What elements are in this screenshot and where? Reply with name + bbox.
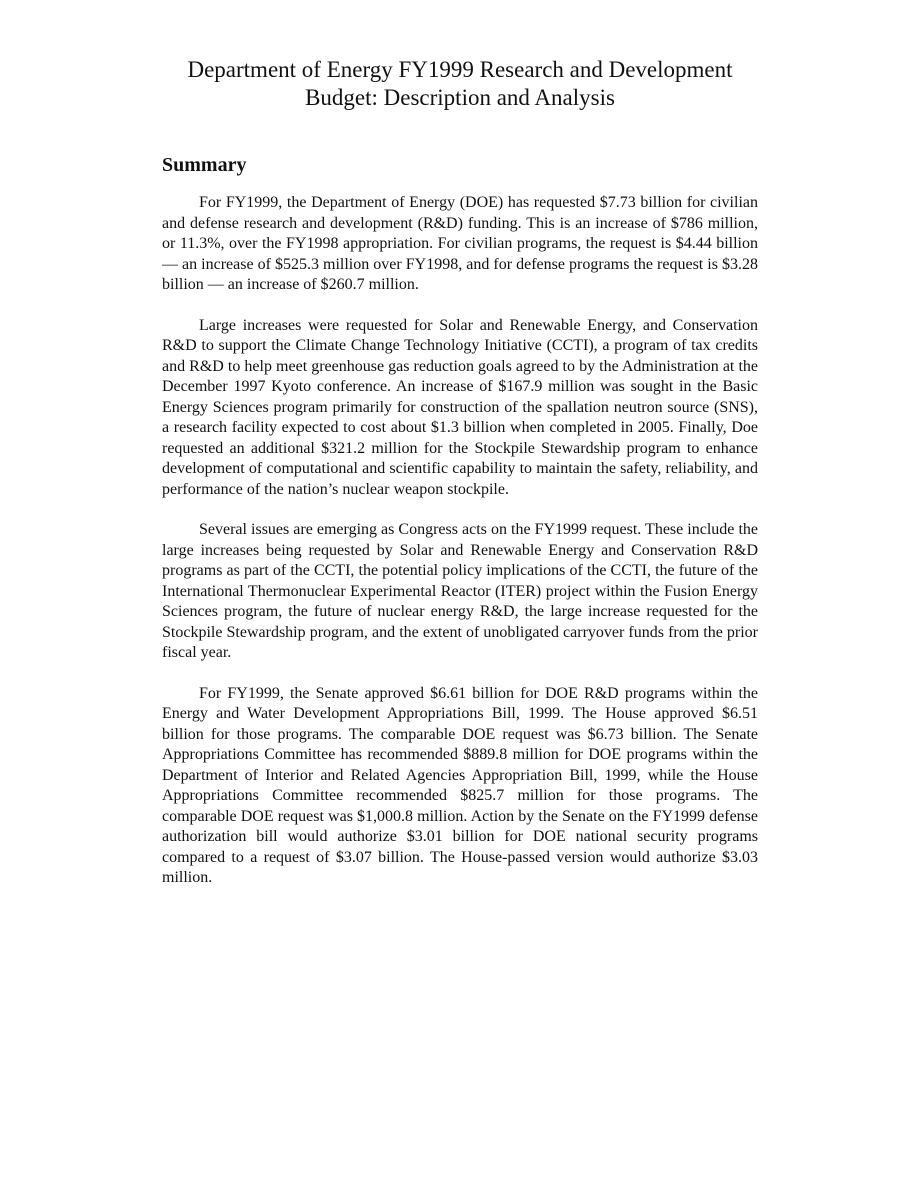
document-title-line-1: Department of Energy FY1999 Research and Development bbox=[187, 57, 733, 82]
summary-paragraph-1: For FY1999, the Department of Energy (DOE) has requested $7.73 billion for civilian and defense research and development (R&D) funding. This is an increase of $786 million, or 11.3%, over the FY1998 appropriation. For civilian programs, the request is $4.44 billion — an increase of $525.3 million over FY1998, and for defense programs the request is $3.28 billion — an increase of $260.7 million. bbox=[162, 194, 758, 293]
document-title bbox=[162, 56, 758, 112]
summary-paragraph-4: For FY1999, the Senate approved $6.61 billion for DOE R&D programs within the Energy and Water Development Appropriations Bill, 1999. The House approved $6.51 billion for those programs. The comparable DOE request was $6.73 billion. The Senate Appropriations Committee has recommended $889.8 million for DOE programs within the Department of Interior and Related Agencies Appropriation Bill, 1999, while the House Appropriations Committee recommended $825.7 million for those programs. The comparable DOE request was $1,000.8 million. Action by the Senate on the FY1999 defense authorization bill would authorize $3.01 billion for DOE national security programs compared to a request of $3.07 billion. The House-passed version would authorize $3.03 million. bbox=[162, 684, 758, 886]
summary-paragraph-2: Large increases were requested for Solar and Renewable Energy, and Conservation R&D to support the Climate Change Technology Initiative (CCTI), a program of tax credits and R&D to help meet greenhouse gas reduction goals agreed to by the Administration at the December 1997 Kyoto conference. An increase of $167.9 million was sought in the Basic Energy Sciences program primarily for construction of the spallation neutron source (SNS), a research facility expected to cost about $1.3 billion when completed in 2005. Finally, Doe requested an additional $321.2 million for the Stockpile Stewardship program to enhance development of computational and scientific capability to maintain the safety, reliability, and performance of the nation’s nuclear weapon stockpile. bbox=[162, 316, 758, 498]
summary-paragraph-3: Several issues are emerging as Congress acts on the FY1999 request. These include the large increases being requested by Solar and Renewable Energy and Conservation R&D programs as part of the CCTI, the potential policy implications of the CCTI, the future of the International Thermonuclear Experimental Reactor (ITER) project within the Fusion Energy Sciences program, the future of nuclear energy R&D, the large increase requested for the Stockpile Stewardship program, and the extent of unobligated carryover funds from the prior fiscal year. bbox=[162, 521, 758, 661]
section-heading-summary: Summary bbox=[162, 154, 247, 176]
document-page bbox=[162, 56, 758, 889]
document-title-line-2: Budget: Description and Analysis bbox=[305, 85, 615, 110]
